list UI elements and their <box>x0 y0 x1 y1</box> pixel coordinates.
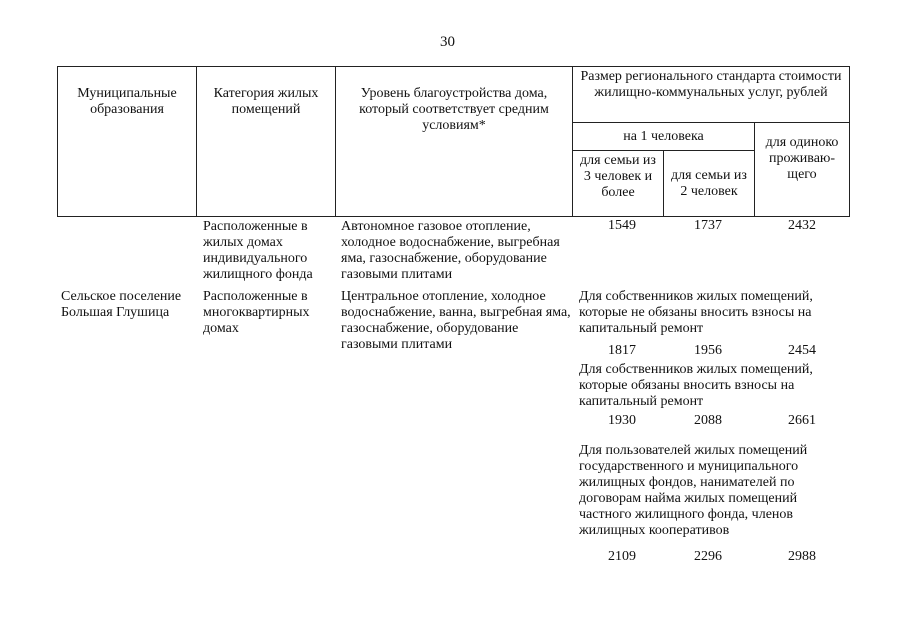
group1-value-single: 2454 <box>788 343 816 358</box>
header-single: для одиноко проживаю-щего <box>755 123 850 217</box>
row2-category: Расположенные в многоквартирных домах <box>203 289 310 336</box>
group1-note: Для собственников жилых помещений, которые не обязаны вносить взносы на капитальный ремонт <box>579 289 813 336</box>
header-family-2: для семьи из 2 человек <box>664 151 755 217</box>
header-municipality: Муниципальные образования <box>58 67 197 217</box>
row1-category: Расположенные в жилых домах индивидуального жилищного фонда <box>203 219 313 282</box>
group1-value-family-3: 1817 <box>608 343 636 358</box>
group2-value-family-3: 1930 <box>608 413 636 428</box>
group1-value-family-2: 1956 <box>694 343 722 358</box>
group2-note: Для собственников жилых помещений, которые обязаны вносить взносы на капитальный ремонт <box>579 362 813 409</box>
page-number: 30 <box>440 34 455 50</box>
group2-value-single: 2661 <box>788 413 816 428</box>
header-standard: Размер регионального стандарта стоимости жилищно-коммунальных услуг, рублей <box>573 67 850 123</box>
row1-value-single: 2432 <box>788 218 816 233</box>
header-per-person: на 1 человека <box>573 123 755 151</box>
header-level: Уровень благоустройства дома, который соответствует средним условиям* <box>336 67 573 217</box>
group3-value-single: 2988 <box>788 549 816 564</box>
group3-note: Для пользователей жилых помещений государственного и муниципального жилищных фондов, нанимателей по договорам найма жилых помещений частного жилищного фонда, членов жилищных кооперативов <box>579 443 808 538</box>
row1-value-family-2: 1737 <box>694 218 722 233</box>
group3-value-family-3: 2109 <box>608 549 636 564</box>
row1-value-family-3: 1549 <box>608 218 636 233</box>
municipality-name: Сельское поселение Большая Глушица <box>61 289 182 320</box>
header-category: Категория жилых помещений <box>197 67 336 217</box>
row1-level: Автономное газовое отопление, холодное водоснабжение, выгребная яма, газоснабжение, оборудование газовыми плитами <box>341 219 560 282</box>
row2-level: Центральное отопление, холодное водоснабжение, ванна, выгребная яма, газоснабжение, оборудование газовыми плитами <box>341 289 571 352</box>
group2-value-family-2: 2088 <box>694 413 722 428</box>
group3-value-family-2: 2296 <box>694 549 722 564</box>
header-family-3: для семьи из 3 человек и более <box>573 151 664 217</box>
header-table <box>57 66 850 217</box>
